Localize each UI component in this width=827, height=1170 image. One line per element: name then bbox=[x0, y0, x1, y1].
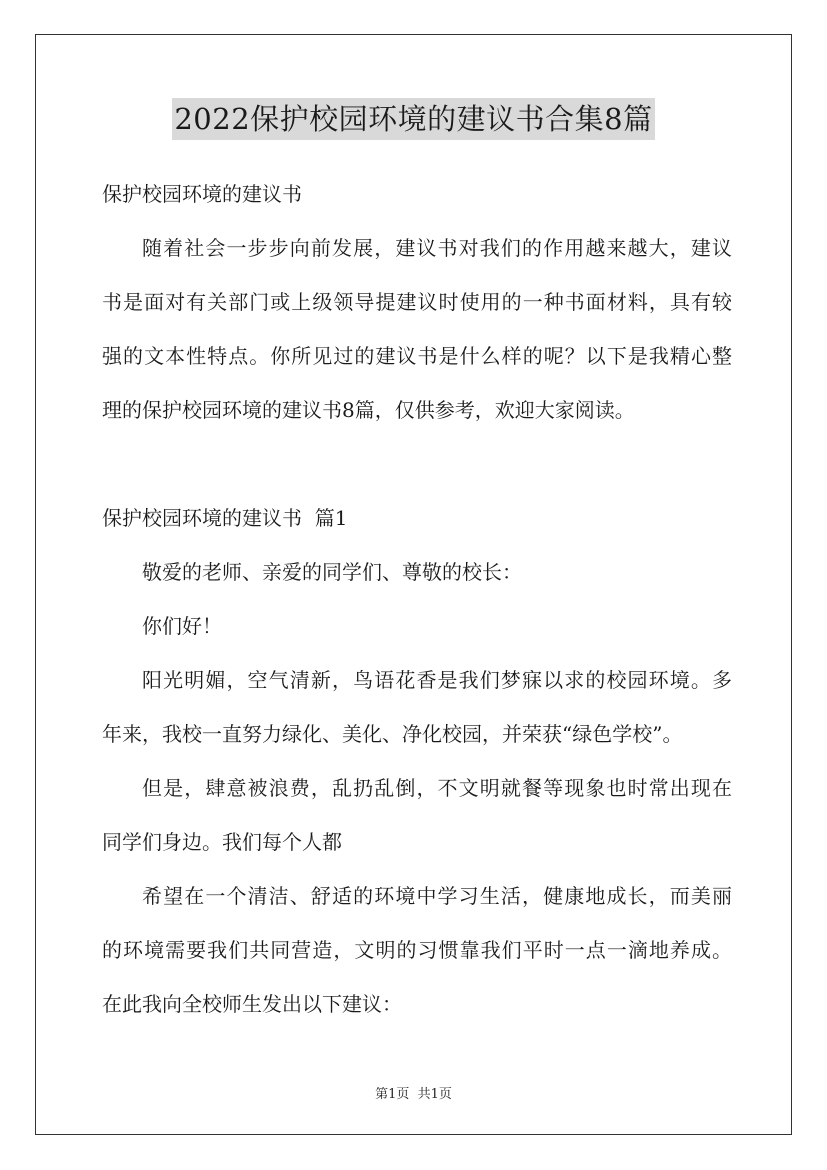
paragraph-line: 的环境需要我们共同营造，文明的习惯靠我们平时一点一滴地养成。 bbox=[102, 938, 732, 962]
paragraph-line: 希望在一个清洁、舒适的环境中学习生活，健康地成长，而美丽 bbox=[142, 884, 732, 908]
page-footer: 第1页 共1页 bbox=[375, 1087, 452, 1102]
paragraph-line: 强的文本性特点。你所见过的建议书是什么样的呢？以下是我精心整 bbox=[102, 344, 732, 368]
paragraph-line: 阳光明媚，空气清新，鸟语花香是我们梦寐以求的校园环境。多 bbox=[142, 668, 732, 692]
salutation-line: 敬爱的老师、亲爱的同学们、尊敬的校长： bbox=[142, 560, 522, 584]
paragraph-line: 书是面对有关部门或上级领导提建议时使用的一种书面材料，具有较 bbox=[102, 290, 732, 314]
section-heading: 保护校园环境的建议书 bbox=[102, 182, 302, 206]
paragraph-line: 同学们身边。我们每个人都 bbox=[102, 830, 342, 854]
document-body bbox=[102, 172, 732, 1036]
paragraph-line: 理的保护校园环境的建议书8篇，仅供参考，欢迎大家阅读。 bbox=[102, 398, 635, 422]
paragraph-line: 年来，我校一直努力绿化、美化、净化校园，并荣获“绿色学校”。 bbox=[102, 722, 683, 746]
greeting-line: 你们好！ bbox=[142, 614, 222, 638]
document-title: 2022保护校园环境的建议书合集8篇 bbox=[172, 98, 654, 140]
paragraph-line: 在此我向全校师生发出以下建议： bbox=[102, 992, 402, 1016]
paragraph-line: 随着社会一步步向前发展，建议书对我们的作用越来越大，建议 bbox=[142, 236, 732, 260]
section-heading: 保护校园环境的建议书 篇1 bbox=[102, 506, 348, 530]
blank-line bbox=[102, 442, 732, 496]
paragraph-line: 但是，肆意被浪费，乱扔乱倒，不文明就餐等现象也时常出现在 bbox=[142, 776, 732, 800]
title-container bbox=[0, 98, 827, 140]
